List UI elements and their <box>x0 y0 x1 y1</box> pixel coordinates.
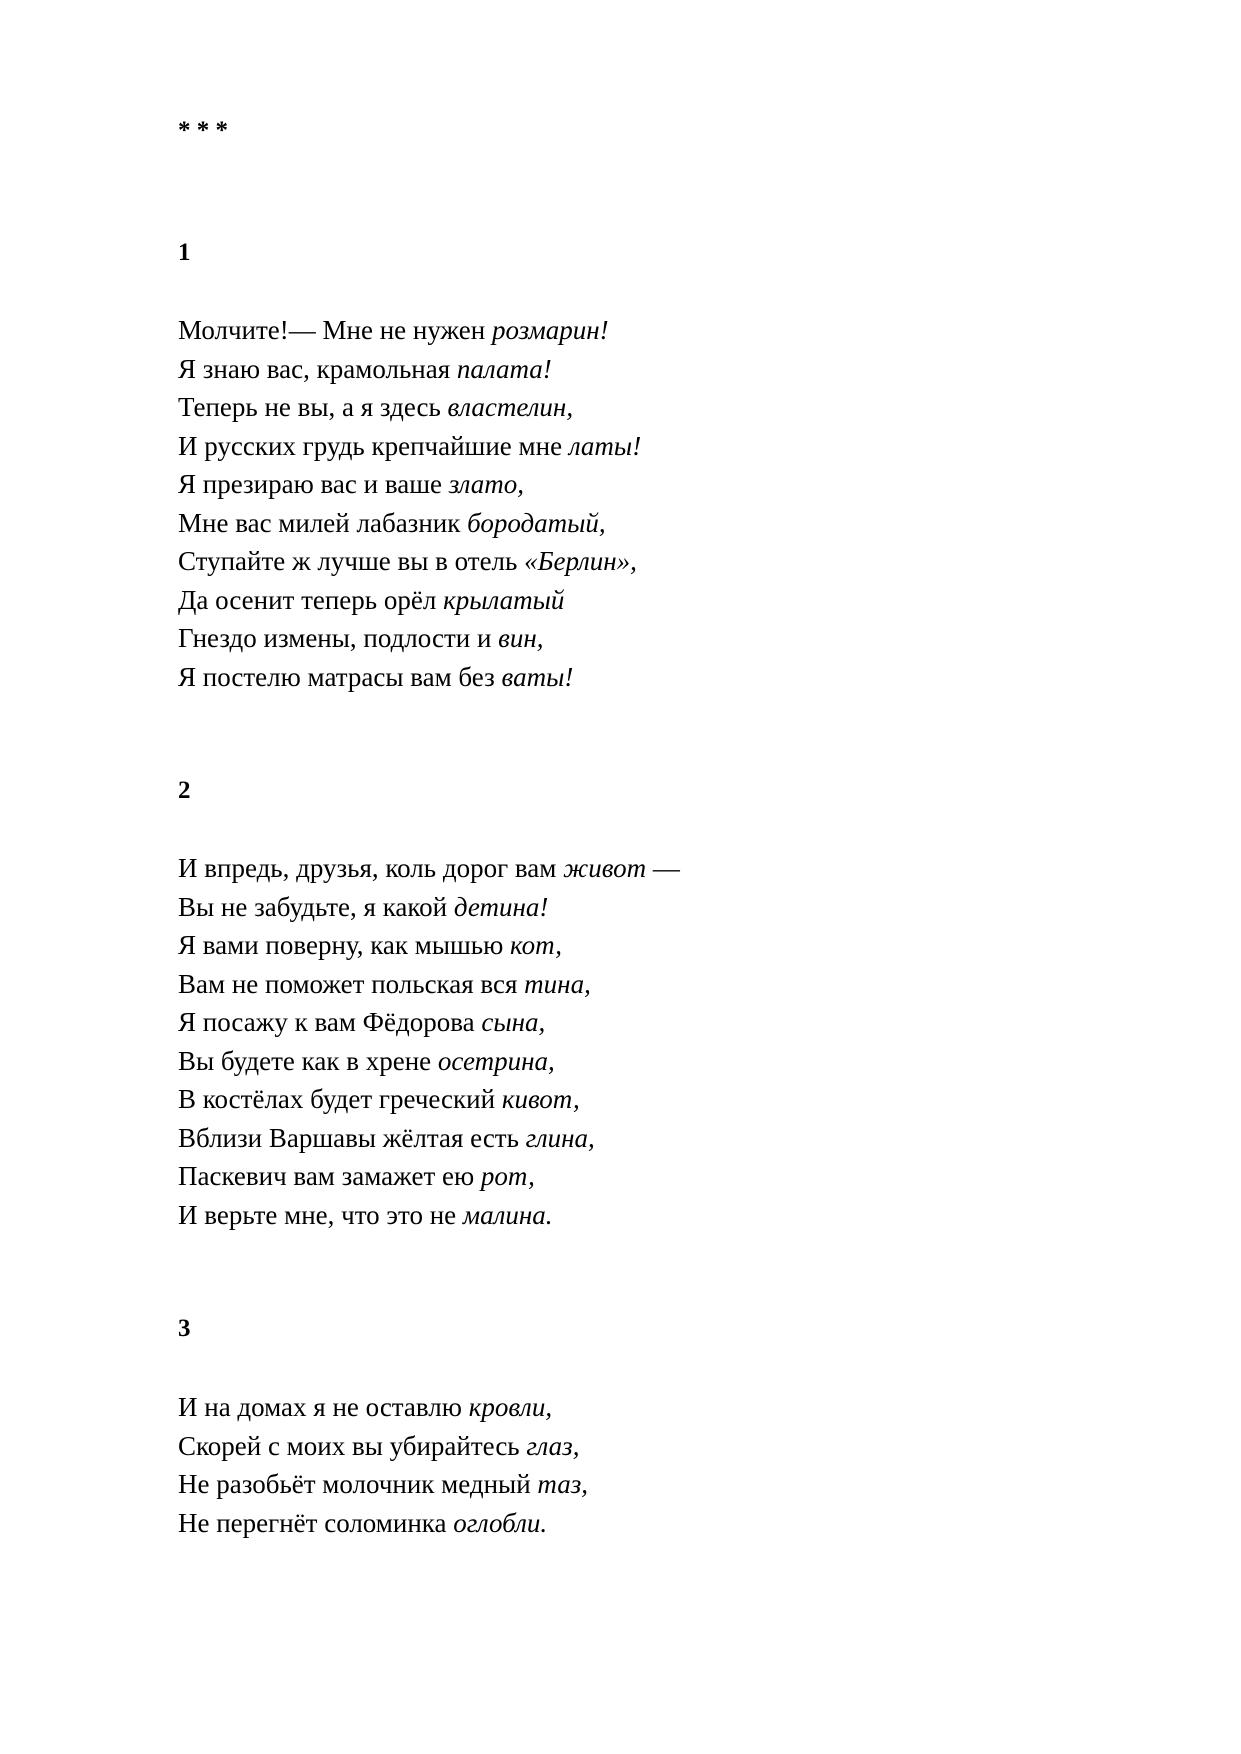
verse-line: Не перегнёт соломинка оглобли. <box>178 1507 548 1538</box>
verse-line: Теперь не вы, а я здесь властелин, <box>178 392 574 422</box>
stanza-1 <box>178 311 641 696</box>
rhyme-word: тина, <box>524 968 591 999</box>
rhyme-word: розмарин! <box>491 315 609 345</box>
rhyme-word: ваты! <box>501 661 574 692</box>
verse-line: Я знаю вас, крамольная палата! <box>178 353 552 384</box>
verse-line: И русских грудь крепчайшие мне латы! <box>178 430 642 461</box>
rhyme-word: кивот, <box>501 1084 580 1114</box>
verse-line: И верьте мне, что это не малина. <box>178 1199 553 1230</box>
verse-line: Я постелю матрасы вам без ваты! <box>178 661 574 692</box>
verse-line: Мне вас милей лабазник бородатый, <box>178 507 606 538</box>
verse-line: И на домах я не оставлю кровли, <box>178 1392 553 1422</box>
verse-line: Вблизи Варшавы жёлтая есть глина, <box>178 1122 595 1153</box>
stanza-3 <box>178 1388 588 1542</box>
verse-line: Вы не забудьте, я какой детина! <box>178 891 549 922</box>
rhyme-word: злато, <box>448 469 524 499</box>
rhyme-word: осетрина, <box>437 1045 555 1076</box>
section-separator: * * * <box>178 117 228 144</box>
verse-line: Скорей с моих вы убирайтесь глаз, <box>178 1430 580 1461</box>
section-number-3: 3 <box>178 1315 191 1342</box>
rhyme-word: бородатый, <box>467 507 606 538</box>
rhyme-word: детина! <box>453 891 549 922</box>
verse-line: Вам не поможет польская вся тина, <box>178 968 591 999</box>
rhyme-word: малина. <box>462 1199 553 1230</box>
verse-line: Вы будете как в хрене осетрина, <box>178 1045 555 1076</box>
verse-line: Ступайте ж лучше вы в отель «Берлин», <box>178 546 637 576</box>
verse-line: Молчите!— Мне не нужен розмарин! <box>178 315 609 345</box>
verse-line: И впредь, друзья, коль дорог вам живот — <box>178 853 680 883</box>
verse-line: Гнездо измены, подлости и вин, <box>178 623 544 653</box>
verse-line: Я посажу к вам Фёдорова сына, <box>178 1007 546 1037</box>
rhyme-word: живот <box>563 853 647 883</box>
stanza-2 <box>178 849 680 1234</box>
rhyme-word: оглобли. <box>453 1507 548 1538</box>
rhyme-word: глина, <box>525 1122 595 1153</box>
rhyme-word: «Берлин», <box>524 546 637 576</box>
rhyme-word: кровли, <box>468 1392 553 1422</box>
verse-line: Я вами поверну, как мышью кот, <box>178 930 563 960</box>
rhyme-word: властелин, <box>447 392 574 422</box>
rhyme-word: латы! <box>568 430 642 461</box>
rhyme-word: сына, <box>481 1007 546 1037</box>
rhyme-word: глаз, <box>526 1430 580 1461</box>
rhyme-word: палата! <box>456 353 552 384</box>
rhyme-word: кот, <box>510 930 563 960</box>
verse-line: Не разобьёт молочник медный таз, <box>178 1469 589 1499</box>
rhyme-word: крылатый <box>443 584 565 615</box>
rhyme-word: рот, <box>480 1161 535 1191</box>
section-number-2: 2 <box>178 777 191 804</box>
verse-line: Паскевич вам замажет ею рот, <box>178 1161 535 1191</box>
verse-line: В костёлах будет греческий кивот, <box>178 1084 580 1114</box>
verse-line: Да осенит теперь орёл крылатый <box>178 584 565 615</box>
rhyme-word: таз, <box>537 1469 589 1499</box>
rhyme-word: вин, <box>498 623 544 653</box>
section-number-1: 1 <box>178 239 191 266</box>
verse-line: Я презираю вас и ваше злато, <box>178 469 524 499</box>
